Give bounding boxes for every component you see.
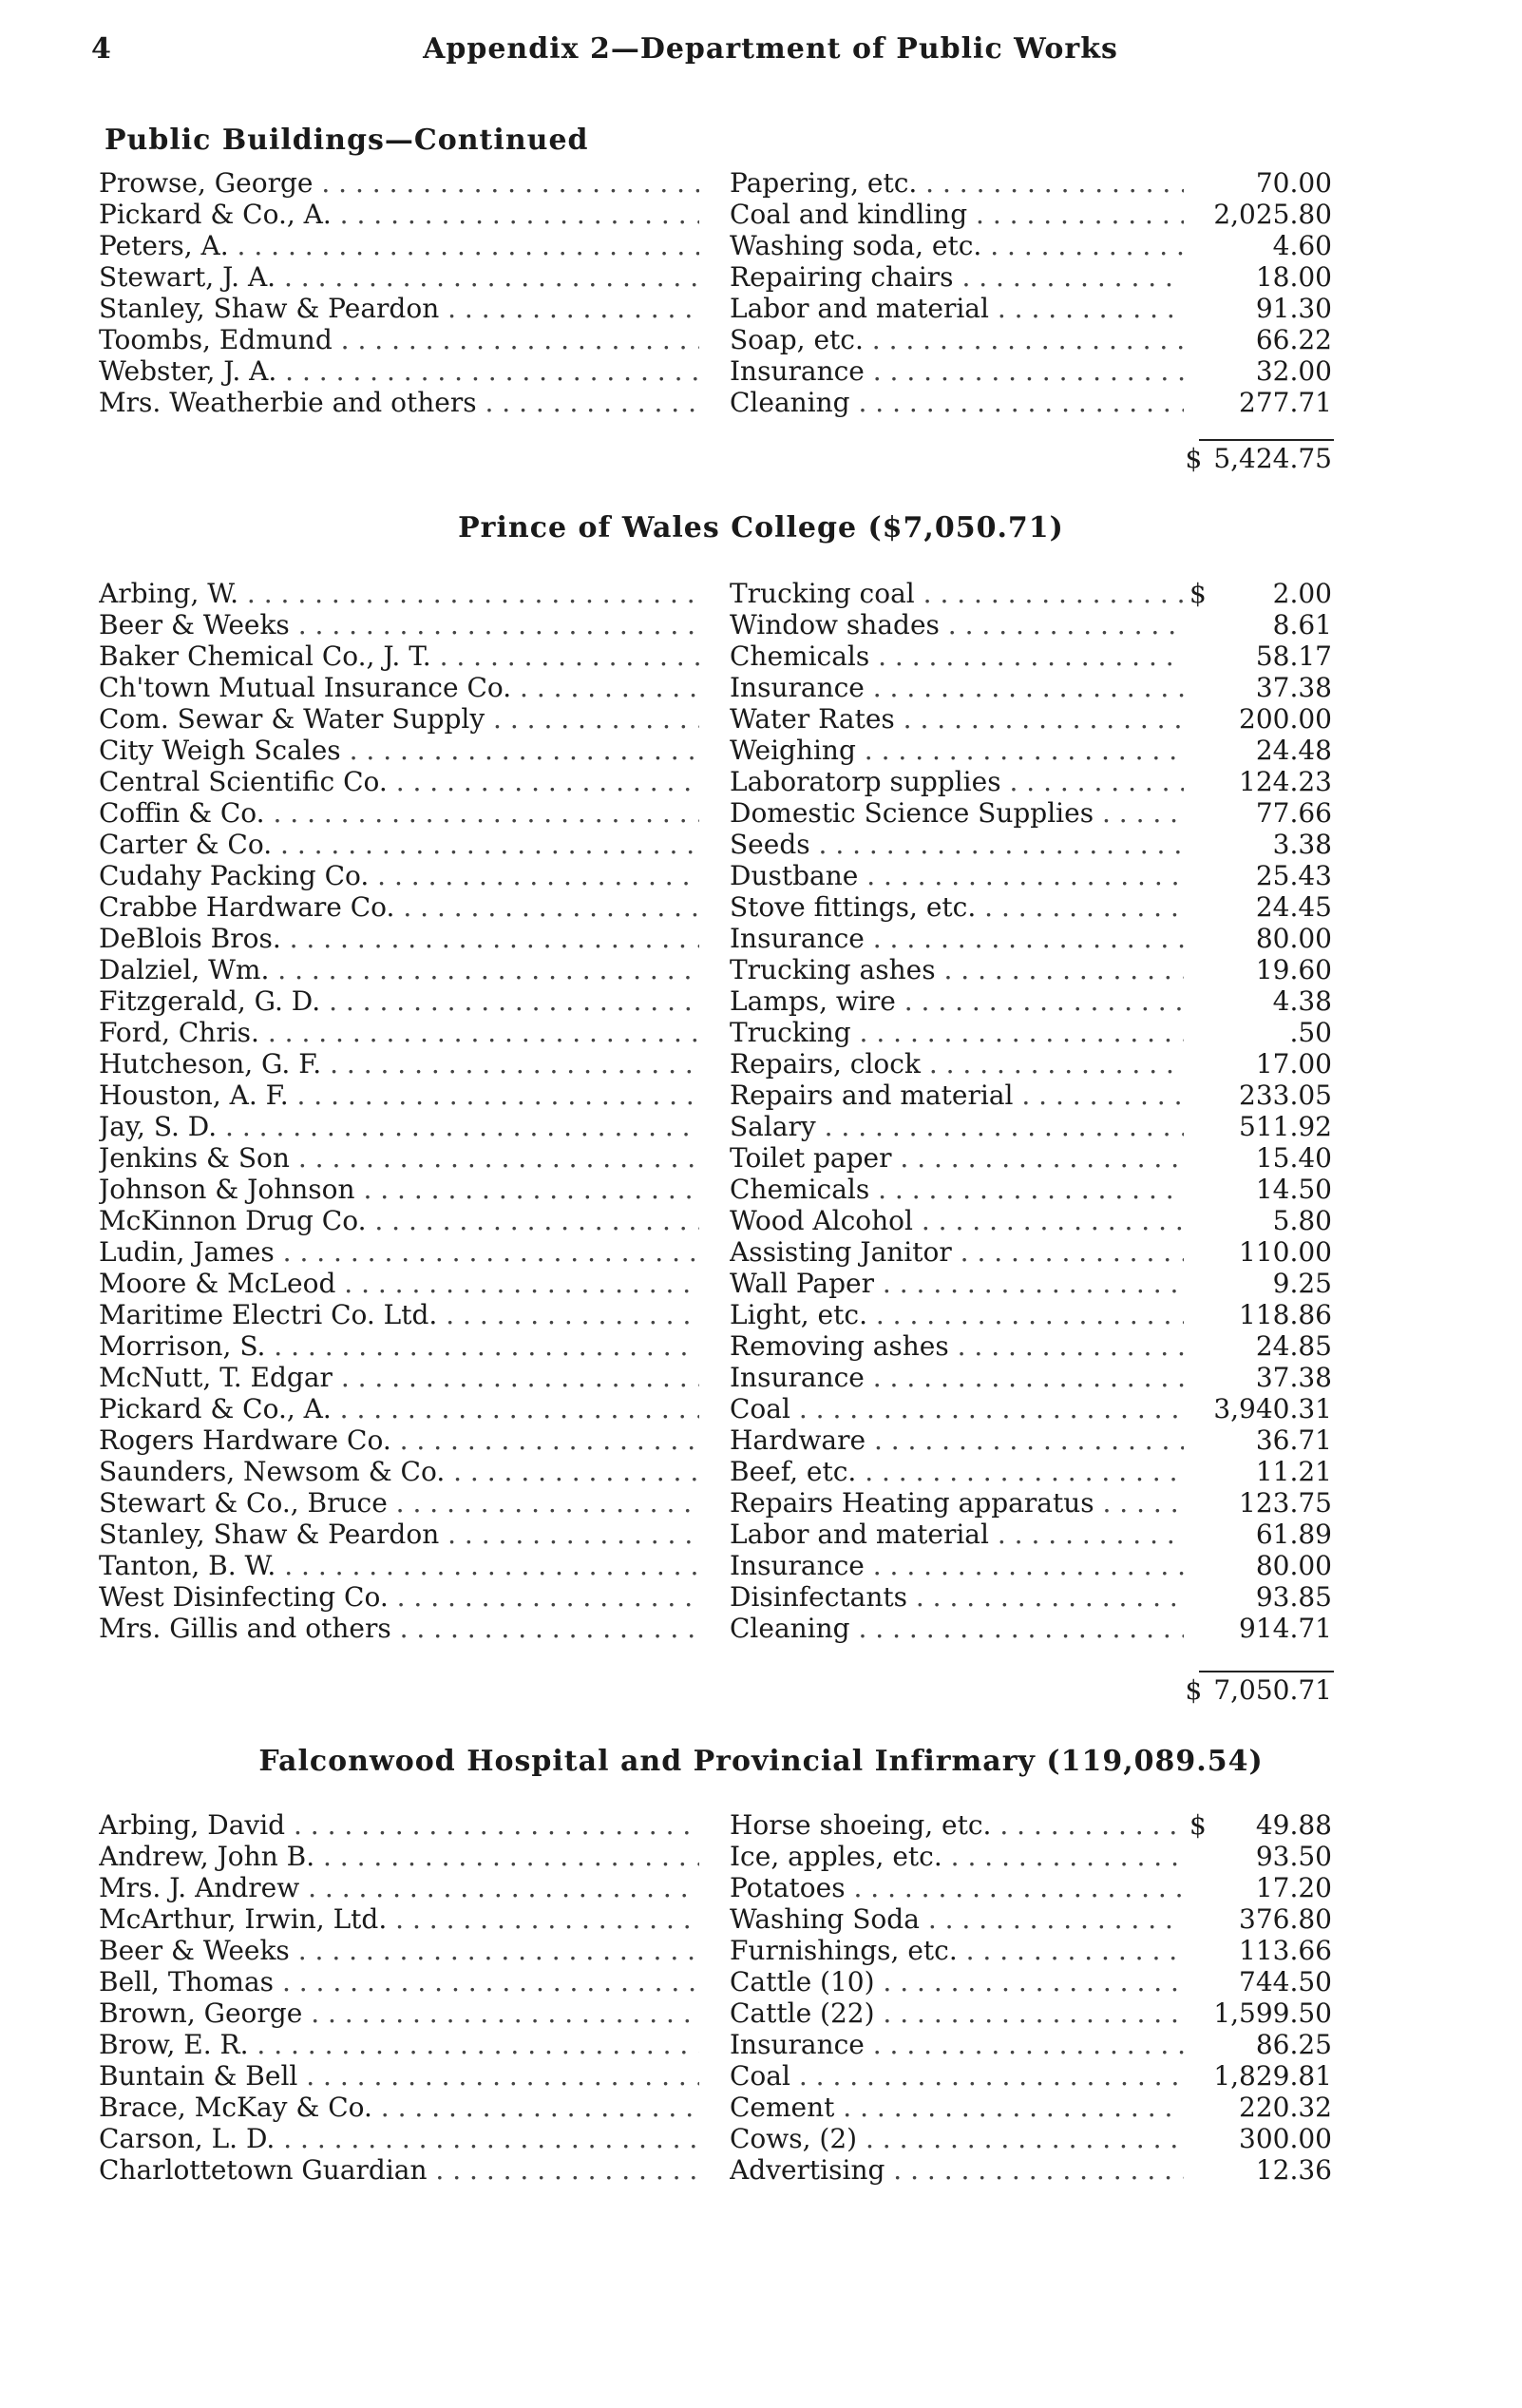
item-description: Labor and material . . . (730, 1519, 1184, 1550)
amount: 277.71 (1239, 387, 1332, 418)
payee-name: Mrs. Gillis and others . . . (99, 1613, 699, 1644)
item-description: Trucking ashes . . . (730, 954, 1184, 985)
item-description: Ice, apples, etc. . . . (730, 1841, 1184, 1872)
item-description: Light, etc. . . . (730, 1299, 1184, 1330)
amount: 93.50 (1255, 1841, 1332, 1872)
table-row (0, 672, 1522, 703)
payee-name: Fitzgerald, G. D. . . . (99, 985, 699, 1017)
section-title: Public Buildings—Continued (105, 124, 589, 157)
payee-name: Beer & Weeks . . . (99, 609, 699, 640)
amount: 376.80 (1239, 1903, 1332, 1935)
amount: 49.88 (1255, 1809, 1332, 1841)
item-description: Furnishings, etc. . . . (730, 1935, 1184, 1966)
table-row (0, 1174, 1522, 1205)
item-description: Salary . . . (730, 1111, 1184, 1142)
table-row (0, 1809, 1522, 1841)
item-description: Potatoes . . . (730, 1872, 1184, 1903)
item-description: Seeds . . . (730, 829, 1184, 860)
item-description: Dustbane . . . (730, 860, 1184, 891)
table-row (0, 2092, 1522, 2123)
table-row (0, 1997, 1522, 2029)
payee-name: Crabbe Hardware Co. . . . (99, 891, 699, 923)
table-row (0, 387, 1522, 418)
section-title: Prince of Wales College ($7,050.71) (458, 511, 1064, 545)
item-description: Toilet paper . . . (730, 1142, 1184, 1174)
payee-name: Coffin & Co. . . . (99, 797, 699, 829)
entries-list (0, 167, 1522, 418)
payee-name: Johnson & Johnson . . . (99, 1174, 699, 1205)
table-row (0, 167, 1522, 199)
item-description: Repairing chairs . . . (730, 261, 1184, 293)
amount: 24.48 (1255, 735, 1332, 766)
table-row (0, 1393, 1522, 1424)
table-row (0, 1456, 1522, 1487)
amount: 77.66 (1255, 797, 1332, 829)
amount: 2,025.80 (1213, 199, 1332, 230)
table-row (0, 1487, 1522, 1519)
amount: 1,829.81 (1213, 2060, 1332, 2092)
amount: 4.60 (1272, 230, 1332, 261)
table-row (0, 1935, 1522, 1966)
amount: 110.00 (1239, 1236, 1332, 1268)
amount: 37.38 (1255, 672, 1332, 703)
table-row (0, 1111, 1522, 1142)
table-row (0, 578, 1522, 609)
amount: 25.43 (1255, 860, 1332, 891)
payee-name: Rogers Hardware Co. . . . (99, 1424, 699, 1456)
payee-name: Houston, A. F. . . . (99, 1080, 699, 1111)
amount: 19.60 (1255, 954, 1332, 985)
payee-name: Com. Sewar & Water Supply . . . (99, 703, 699, 735)
payee-name: Stewart, J. A. . . . (99, 261, 699, 293)
item-description: Chemicals . . . (730, 640, 1184, 672)
payee-name: Charlottetown Guardian . . . (99, 2154, 699, 2186)
payee-name: Buntain & Bell . . . (99, 2060, 699, 2092)
table-row (0, 829, 1522, 860)
payee-name: Mrs. J. Andrew . . . (99, 1872, 699, 1903)
payee-name: McArthur, Irwin, Ltd. . . . (99, 1903, 699, 1935)
table-row (0, 1236, 1522, 1268)
table-row (0, 261, 1522, 293)
amount: 32.00 (1255, 355, 1332, 387)
payee-name: Ludin, James . . . (99, 1236, 699, 1268)
item-description: Insurance . . . (730, 1362, 1184, 1393)
payee-name: Pickard & Co., A. . . . (99, 199, 699, 230)
table-row (0, 2154, 1522, 2186)
payee-name: Peters, A. . . . (99, 230, 699, 261)
running-title: Appendix 2—Department of Public Works (423, 32, 1118, 66)
total-dollar-sign: $ (1185, 443, 1203, 474)
item-description: Cattle (22) . . . (730, 1997, 1184, 2029)
table-row (0, 954, 1522, 985)
table-row (0, 293, 1522, 324)
item-description: Repairs, clock . . . (730, 1048, 1184, 1080)
amount: 12.36 (1255, 2154, 1332, 2186)
payee-name: Toombs, Edmund . . . (99, 324, 699, 355)
amount: 80.00 (1255, 1550, 1332, 1581)
payee-name: Mrs. Weatherbie and others . . . (99, 387, 699, 418)
payee-name: Stanley, Shaw & Peardon . . . (99, 293, 699, 324)
table-row (0, 923, 1522, 954)
payee-name: Moore & McLeod . . . (99, 1268, 699, 1299)
total-dollar-sign: $ (1185, 1674, 1203, 1706)
item-description: Chemicals . . . (730, 1174, 1184, 1205)
amount: 3,940.31 (1213, 1393, 1332, 1424)
payee-name: Jay, S. D. . . . (99, 1111, 699, 1142)
amount: 70.00 (1255, 167, 1332, 199)
entries-list (0, 1809, 1522, 2186)
payee-name: Morrison, S. . . . (99, 1330, 699, 1362)
amount: 18.00 (1255, 261, 1332, 293)
payee-name: Dalziel, Wm. . . . (99, 954, 699, 985)
amount: 2.00 (1272, 578, 1332, 609)
amount: 8.61 (1272, 609, 1332, 640)
amount: 123.75 (1239, 1487, 1332, 1519)
item-description: Stove fittings, etc. . . . (730, 891, 1184, 923)
payee-name: McKinnon Drug Co. . . . (99, 1205, 699, 1236)
item-description: Cleaning . . . (730, 387, 1184, 418)
dollar-sign: $ (1189, 578, 1207, 609)
item-description: Wall Paper . . . (730, 1268, 1184, 1299)
item-description: Washing Soda . . . (730, 1903, 1184, 1935)
payee-name: Brow, E. R. . . . (99, 2029, 699, 2060)
payee-name: Baker Chemical Co., J. T. . . . (99, 640, 699, 672)
item-description: Papering, etc. . . . (730, 167, 1184, 199)
payee-name: Webster, J. A. . . . (99, 355, 699, 387)
payee-name: Ch'town Mutual Insurance Co. . . . (99, 672, 699, 703)
amount: 200.00 (1239, 703, 1332, 735)
payee-name: Bell, Thomas . . . (99, 1966, 699, 1997)
table-row (0, 1872, 1522, 1903)
table-row (0, 1841, 1522, 1872)
amount: 3.38 (1272, 829, 1332, 860)
table-row (0, 1205, 1522, 1236)
table-row (0, 1048, 1522, 1080)
amount: 4.38 (1272, 985, 1332, 1017)
amount: 220.32 (1239, 2092, 1332, 2123)
section-total (1169, 1674, 1332, 1706)
amount: 113.66 (1239, 1935, 1332, 1966)
item-description: Coal and kindling . . . (730, 199, 1184, 230)
table-row (0, 1080, 1522, 1111)
item-description: Removing ashes . . . (730, 1330, 1184, 1362)
table-row (0, 1966, 1522, 1997)
table-row (0, 609, 1522, 640)
table-row (0, 640, 1522, 672)
total-amount: 5,424.75 (1213, 443, 1332, 474)
payee-name: Stanley, Shaw & Peardon . . . (99, 1519, 699, 1550)
payee-name: Cudahy Packing Co. . . . (99, 860, 699, 891)
item-description: Assisting Janitor . . . (730, 1236, 1184, 1268)
item-description: Soap, etc. . . . (730, 324, 1184, 355)
amount: 124.23 (1239, 766, 1332, 797)
amount: 511.92 (1239, 1111, 1332, 1142)
amount: 86.25 (1255, 2029, 1332, 2060)
item-description: Insurance . . . (730, 355, 1184, 387)
table-row (0, 985, 1522, 1017)
item-description: Labor and material . . . (730, 293, 1184, 324)
payee-name: Saunders, Newsom & Co. . . . (99, 1456, 699, 1487)
payee-name: Tanton, B. W. . . . (99, 1550, 699, 1581)
item-description: Insurance . . . (730, 2029, 1184, 2060)
amount: 11.21 (1255, 1456, 1332, 1487)
table-row (0, 891, 1522, 923)
item-description: Washing soda, etc. . . . (730, 230, 1184, 261)
amount: 80.00 (1255, 923, 1332, 954)
item-description: Window shades . . . (730, 609, 1184, 640)
amount: 5.80 (1272, 1205, 1332, 1236)
item-description: Wood Alcohol . . . (730, 1205, 1184, 1236)
amount: .50 (1289, 1017, 1332, 1048)
payee-name: Hutcheson, G. F. . . . (99, 1048, 699, 1080)
item-description: Insurance . . . (730, 1550, 1184, 1581)
amount: 9.25 (1272, 1268, 1332, 1299)
payee-name: Pickard & Co., A. . . . (99, 1393, 699, 1424)
table-row (0, 230, 1522, 261)
page-number: 4 (91, 32, 111, 66)
item-description: Domestic Science Supplies . . . (730, 797, 1184, 829)
total-rule (1199, 1671, 1334, 1672)
amount: 744.50 (1239, 1966, 1332, 1997)
item-description: Cows, (2) . . . (730, 2123, 1184, 2154)
table-row (0, 1903, 1522, 1935)
table-row (0, 355, 1522, 387)
item-description: Water Rates . . . (730, 703, 1184, 735)
item-description: Beef, etc. . . . (730, 1456, 1184, 1487)
table-row (0, 735, 1522, 766)
amount: 118.86 (1239, 1299, 1332, 1330)
item-description: Hardware . . . (730, 1424, 1184, 1456)
payee-name: Carter & Co. . . . (99, 829, 699, 860)
table-row (0, 199, 1522, 230)
amount: 66.22 (1255, 324, 1332, 355)
item-description: Trucking . . . (730, 1017, 1184, 1048)
amount: 36.71 (1255, 1424, 1332, 1456)
item-description: Coal . . . (730, 1393, 1184, 1424)
payee-name: Brown, George . . . (99, 1997, 699, 2029)
amount: 61.89 (1255, 1519, 1332, 1550)
payee-name: Maritime Electri Co. Ltd. . . . (99, 1299, 699, 1330)
section-title: Falconwood Hospital and Provincial Infirmary (119,089.54) (258, 1745, 1264, 1778)
payee-name: Prowse, George . . . (99, 167, 699, 199)
item-description: Weighing . . . (730, 735, 1184, 766)
table-row (0, 860, 1522, 891)
item-description: Laboratorp supplies . . . (730, 766, 1184, 797)
item-description: Coal . . . (730, 2060, 1184, 2092)
payee-name: West Disinfecting Co. . . . (99, 1581, 699, 1613)
table-row (0, 1424, 1522, 1456)
total-amount: 7,050.71 (1213, 1674, 1332, 1706)
amount: 233.05 (1239, 1080, 1332, 1111)
dollar-sign: $ (1189, 1809, 1207, 1841)
item-description: Trucking coal . . . (730, 578, 1184, 609)
table-row (0, 797, 1522, 829)
table-row (0, 2060, 1522, 2092)
table-row (0, 1268, 1522, 1299)
table-row (0, 1142, 1522, 1174)
payee-name: Central Scientific Co. . . . (99, 766, 699, 797)
table-row (0, 1613, 1522, 1644)
table-row (0, 2123, 1522, 2154)
amount: 24.85 (1255, 1330, 1332, 1362)
table-row (0, 1519, 1522, 1550)
amount: 93.85 (1255, 1581, 1332, 1613)
payee-name: McNutt, T. Edgar . . . (99, 1362, 699, 1393)
payee-name: Jenkins & Son . . . (99, 1142, 699, 1174)
page-header (91, 32, 1326, 70)
item-description: Cleaning . . . (730, 1613, 1184, 1644)
amount: 14.50 (1255, 1174, 1332, 1205)
item-description: Disinfectants . . . (730, 1581, 1184, 1613)
amount: 15.40 (1255, 1142, 1332, 1174)
amount: 24.45 (1255, 891, 1332, 923)
item-description: Horse shoeing, etc. . . . (730, 1809, 1184, 1841)
item-description: Insurance . . . (730, 923, 1184, 954)
entries-list (0, 578, 1522, 1644)
payee-name: Arbing, W. . . . (99, 578, 699, 609)
amount: 17.20 (1255, 1872, 1332, 1903)
section-total (1169, 443, 1332, 474)
amount: 1,599.50 (1213, 1997, 1332, 2029)
table-row (0, 766, 1522, 797)
table-row (0, 1550, 1522, 1581)
table-row (0, 324, 1522, 355)
payee-name: Brace, McKay & Co. . . . (99, 2092, 699, 2123)
amount: 914.71 (1239, 1613, 1332, 1644)
item-description: Lamps, wire . . . (730, 985, 1184, 1017)
payee-name: DeBlois Bros. . . . (99, 923, 699, 954)
item-description: Repairs Heating apparatus . . . (730, 1487, 1184, 1519)
payee-name: Stewart & Co., Bruce . . . (99, 1487, 699, 1519)
payee-name: Arbing, David . . . (99, 1809, 699, 1841)
amount: 91.30 (1255, 293, 1332, 324)
table-row (0, 1299, 1522, 1330)
payee-name: Carson, L. D. . . . (99, 2123, 699, 2154)
table-row (0, 703, 1522, 735)
item-description: Advertising . . . (730, 2154, 1184, 2186)
table-row (0, 1017, 1522, 1048)
item-description: Cattle (10) . . . (730, 1966, 1184, 1997)
amount: 58.17 (1255, 640, 1332, 672)
item-description: Repairs and material . . . (730, 1080, 1184, 1111)
amount: 300.00 (1239, 2123, 1332, 2154)
payee-name: Beer & Weeks . . . (99, 1935, 699, 1966)
table-row (0, 1330, 1522, 1362)
table-row (0, 1581, 1522, 1613)
amount: 37.38 (1255, 1362, 1332, 1393)
payee-name: City Weigh Scales . . . (99, 735, 699, 766)
table-row (0, 1362, 1522, 1393)
table-row (0, 2029, 1522, 2060)
total-rule (1199, 439, 1334, 441)
payee-name: Andrew, John B. . . . (99, 1841, 699, 1872)
item-description: Cement . . . (730, 2092, 1184, 2123)
item-description: Insurance . . . (730, 672, 1184, 703)
amount: 17.00 (1255, 1048, 1332, 1080)
payee-name: Ford, Chris. . . . (99, 1017, 699, 1048)
